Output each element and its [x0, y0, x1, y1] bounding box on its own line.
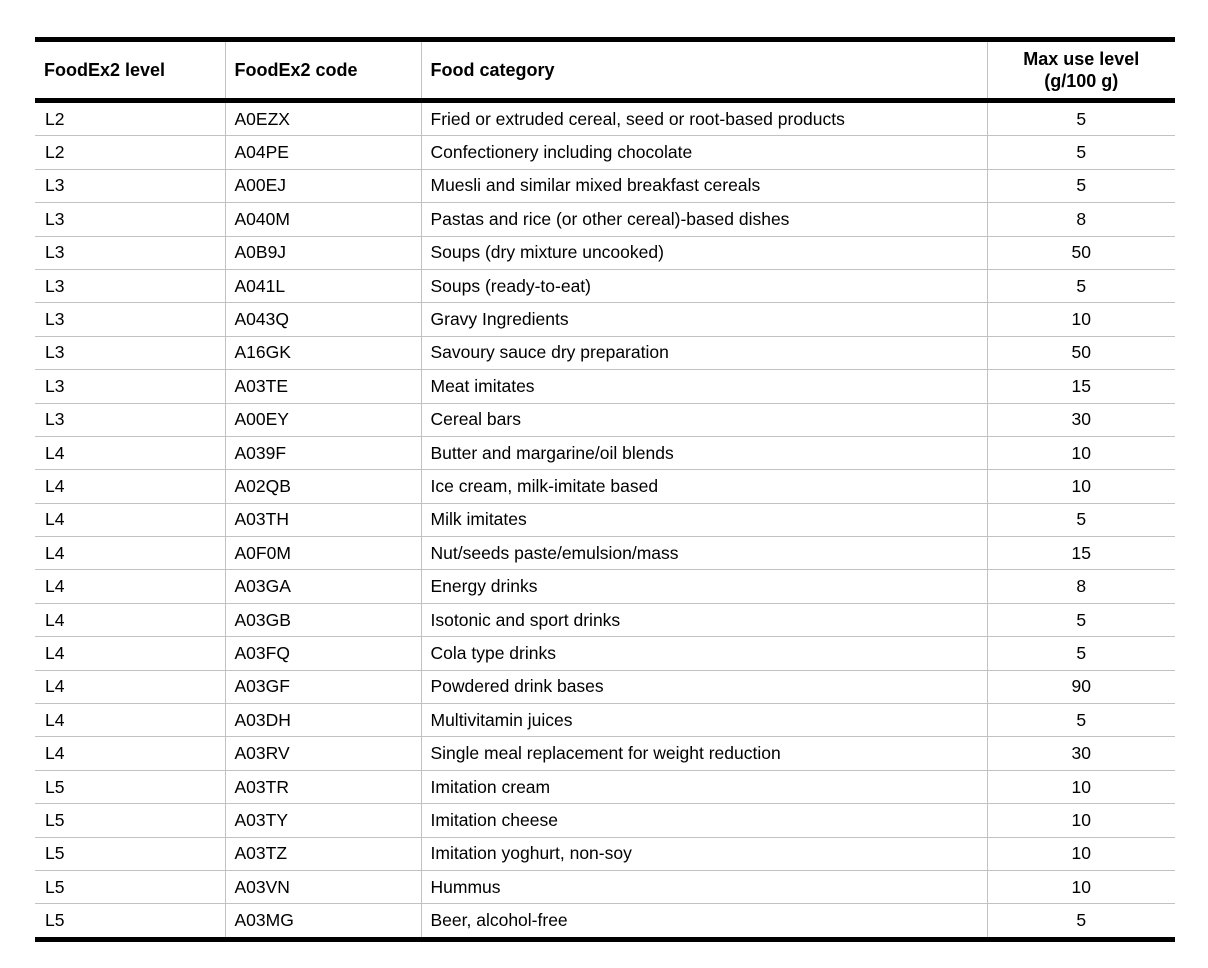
table-row [35, 269, 1175, 302]
table-row [35, 470, 1175, 503]
cell-foodex2-code: A0F0M [225, 537, 421, 570]
table-row [35, 837, 1175, 870]
table-row [35, 570, 1175, 603]
cell-food-category: Soups (ready-to-eat) [421, 269, 987, 302]
cell-max-use-level: 5 [987, 503, 1175, 536]
cell-foodex2-level: L4 [35, 737, 225, 770]
table-row [35, 737, 1175, 770]
cell-foodex2-level: L5 [35, 770, 225, 803]
cell-food-category: Energy drinks [421, 570, 987, 603]
cell-foodex2-code: A03GB [225, 603, 421, 636]
column-header-max-use-level [987, 40, 1175, 101]
cell-food-category: Imitation yoghurt, non-soy [421, 837, 987, 870]
cell-food-category: Confectionery including chocolate [421, 136, 987, 169]
table-row [35, 303, 1175, 336]
cell-foodex2-code: A03GA [225, 570, 421, 603]
cell-foodex2-level: L4 [35, 436, 225, 469]
cell-foodex2-level: L5 [35, 837, 225, 870]
cell-food-category: Powdered drink bases [421, 670, 987, 703]
cell-food-category: Single meal replacement for weight reduction [421, 737, 987, 770]
cell-food-category: Cereal bars [421, 403, 987, 436]
table-row [35, 603, 1175, 636]
cell-foodex2-code: A041L [225, 269, 421, 302]
max-use-level-label: Max use level [1023, 48, 1140, 69]
cell-max-use-level: 10 [987, 303, 1175, 336]
cell-food-category: Cola type drinks [421, 637, 987, 670]
table-row [35, 436, 1175, 469]
cell-max-use-level: 15 [987, 370, 1175, 403]
cell-food-category: Butter and margarine/oil blends [421, 436, 987, 469]
cell-foodex2-level: L5 [35, 804, 225, 837]
cell-max-use-level: 15 [987, 537, 1175, 570]
cell-foodex2-level: L5 [35, 870, 225, 903]
cell-foodex2-code: A03TR [225, 770, 421, 803]
cell-food-category: Meat imitates [421, 370, 987, 403]
cell-foodex2-level: L4 [35, 603, 225, 636]
table-row [35, 537, 1175, 570]
table-row [35, 336, 1175, 369]
cell-food-category: Fried or extruded cereal, seed or root-based products [421, 101, 987, 136]
table-row [35, 136, 1175, 169]
cell-food-category: Beer, alcohol-free [421, 904, 987, 939]
cell-max-use-level: 30 [987, 403, 1175, 436]
cell-foodex2-level: L3 [35, 403, 225, 436]
cell-max-use-level: 5 [987, 904, 1175, 939]
table-row [35, 236, 1175, 269]
cell-food-category: Muesli and similar mixed breakfast cereals [421, 169, 987, 202]
table-row [35, 804, 1175, 837]
cell-foodex2-code: A0EZX [225, 101, 421, 136]
cell-foodex2-level: L4 [35, 670, 225, 703]
cell-food-category: Isotonic and sport drinks [421, 603, 987, 636]
cell-foodex2-level: L4 [35, 537, 225, 570]
cell-foodex2-code: A00EJ [225, 169, 421, 202]
table-row [35, 403, 1175, 436]
cell-food-category: Ice cream, milk-imitate based [421, 470, 987, 503]
cell-max-use-level: 50 [987, 336, 1175, 369]
cell-food-category: Milk imitates [421, 503, 987, 536]
table-row [35, 169, 1175, 202]
cell-max-use-level: 5 [987, 704, 1175, 737]
cell-max-use-level: 50 [987, 236, 1175, 269]
cell-foodex2-code: A03VN [225, 870, 421, 903]
cell-foodex2-code: A03TH [225, 503, 421, 536]
cell-max-use-level: 90 [987, 670, 1175, 703]
cell-foodex2-level: L4 [35, 637, 225, 670]
cell-foodex2-code: A03FQ [225, 637, 421, 670]
cell-foodex2-code: A040M [225, 203, 421, 236]
cell-max-use-level: 5 [987, 637, 1175, 670]
cell-foodex2-level: L2 [35, 101, 225, 136]
cell-foodex2-code: A03TE [225, 370, 421, 403]
cell-food-category: Soups (dry mixture uncooked) [421, 236, 987, 269]
cell-foodex2-code: A03TY [225, 804, 421, 837]
table-row [35, 704, 1175, 737]
column-header-food-category: Food category [421, 40, 987, 101]
cell-foodex2-code: A16GK [225, 336, 421, 369]
cell-max-use-level: 5 [987, 101, 1175, 136]
cell-max-use-level: 5 [987, 269, 1175, 302]
cell-foodex2-level: L4 [35, 503, 225, 536]
cell-food-category: Multivitamin juices [421, 704, 987, 737]
cell-foodex2-code: A04PE [225, 136, 421, 169]
table-row [35, 904, 1175, 939]
table-row [35, 203, 1175, 236]
cell-food-category: Nut/seeds paste/emulsion/mass [421, 537, 987, 570]
cell-foodex2-level: L3 [35, 336, 225, 369]
table-row [35, 637, 1175, 670]
cell-foodex2-code: A03GF [225, 670, 421, 703]
cell-food-category: Hummus [421, 870, 987, 903]
table-header-row [35, 40, 1175, 101]
cell-food-category: Imitation cream [421, 770, 987, 803]
cell-foodex2-level: L3 [35, 303, 225, 336]
cell-max-use-level: 10 [987, 870, 1175, 903]
cell-foodex2-level: L5 [35, 904, 225, 939]
table-row [35, 503, 1175, 536]
table-row [35, 101, 1175, 136]
cell-max-use-level: 8 [987, 570, 1175, 603]
table-body [35, 101, 1175, 940]
column-header-foodex2-level: FoodEx2 level [35, 40, 225, 101]
cell-max-use-level: 30 [987, 737, 1175, 770]
cell-foodex2-code: A02QB [225, 470, 421, 503]
cell-foodex2-level: L4 [35, 470, 225, 503]
cell-foodex2-code: A039F [225, 436, 421, 469]
cell-max-use-level: 5 [987, 136, 1175, 169]
cell-foodex2-code: A00EY [225, 403, 421, 436]
cell-foodex2-code: A03DH [225, 704, 421, 737]
cell-foodex2-level: L4 [35, 704, 225, 737]
cell-foodex2-level: L2 [35, 136, 225, 169]
cell-food-category: Savoury sauce dry preparation [421, 336, 987, 369]
cell-foodex2-code: A0B9J [225, 236, 421, 269]
cell-foodex2-code: A03MG [225, 904, 421, 939]
cell-foodex2-code: A03RV [225, 737, 421, 770]
cell-foodex2-level: L3 [35, 169, 225, 202]
cell-max-use-level: 10 [987, 804, 1175, 837]
cell-max-use-level: 10 [987, 436, 1175, 469]
foodex2-max-use-table [35, 37, 1175, 942]
cell-max-use-level: 5 [987, 169, 1175, 202]
table-row [35, 870, 1175, 903]
table-row [35, 770, 1175, 803]
cell-max-use-level: 8 [987, 203, 1175, 236]
cell-foodex2-code: A03TZ [225, 837, 421, 870]
cell-foodex2-level: L3 [35, 203, 225, 236]
cell-foodex2-code: A043Q [225, 303, 421, 336]
cell-max-use-level: 10 [987, 837, 1175, 870]
cell-max-use-level: 10 [987, 470, 1175, 503]
column-header-foodex2-code: FoodEx2 code [225, 40, 421, 101]
table-row [35, 370, 1175, 403]
cell-foodex2-level: L3 [35, 370, 225, 403]
cell-food-category: Pastas and rice (or other cereal)-based dishes [421, 203, 987, 236]
cell-max-use-level: 5 [987, 603, 1175, 636]
cell-food-category: Imitation cheese [421, 804, 987, 837]
cell-foodex2-level: L4 [35, 570, 225, 603]
table-row [35, 670, 1175, 703]
cell-max-use-level: 10 [987, 770, 1175, 803]
cell-foodex2-level: L3 [35, 236, 225, 269]
cell-foodex2-level: L3 [35, 269, 225, 302]
cell-food-category: Gravy Ingredients [421, 303, 987, 336]
max-use-level-unit: (g/100 g) [1044, 71, 1119, 91]
